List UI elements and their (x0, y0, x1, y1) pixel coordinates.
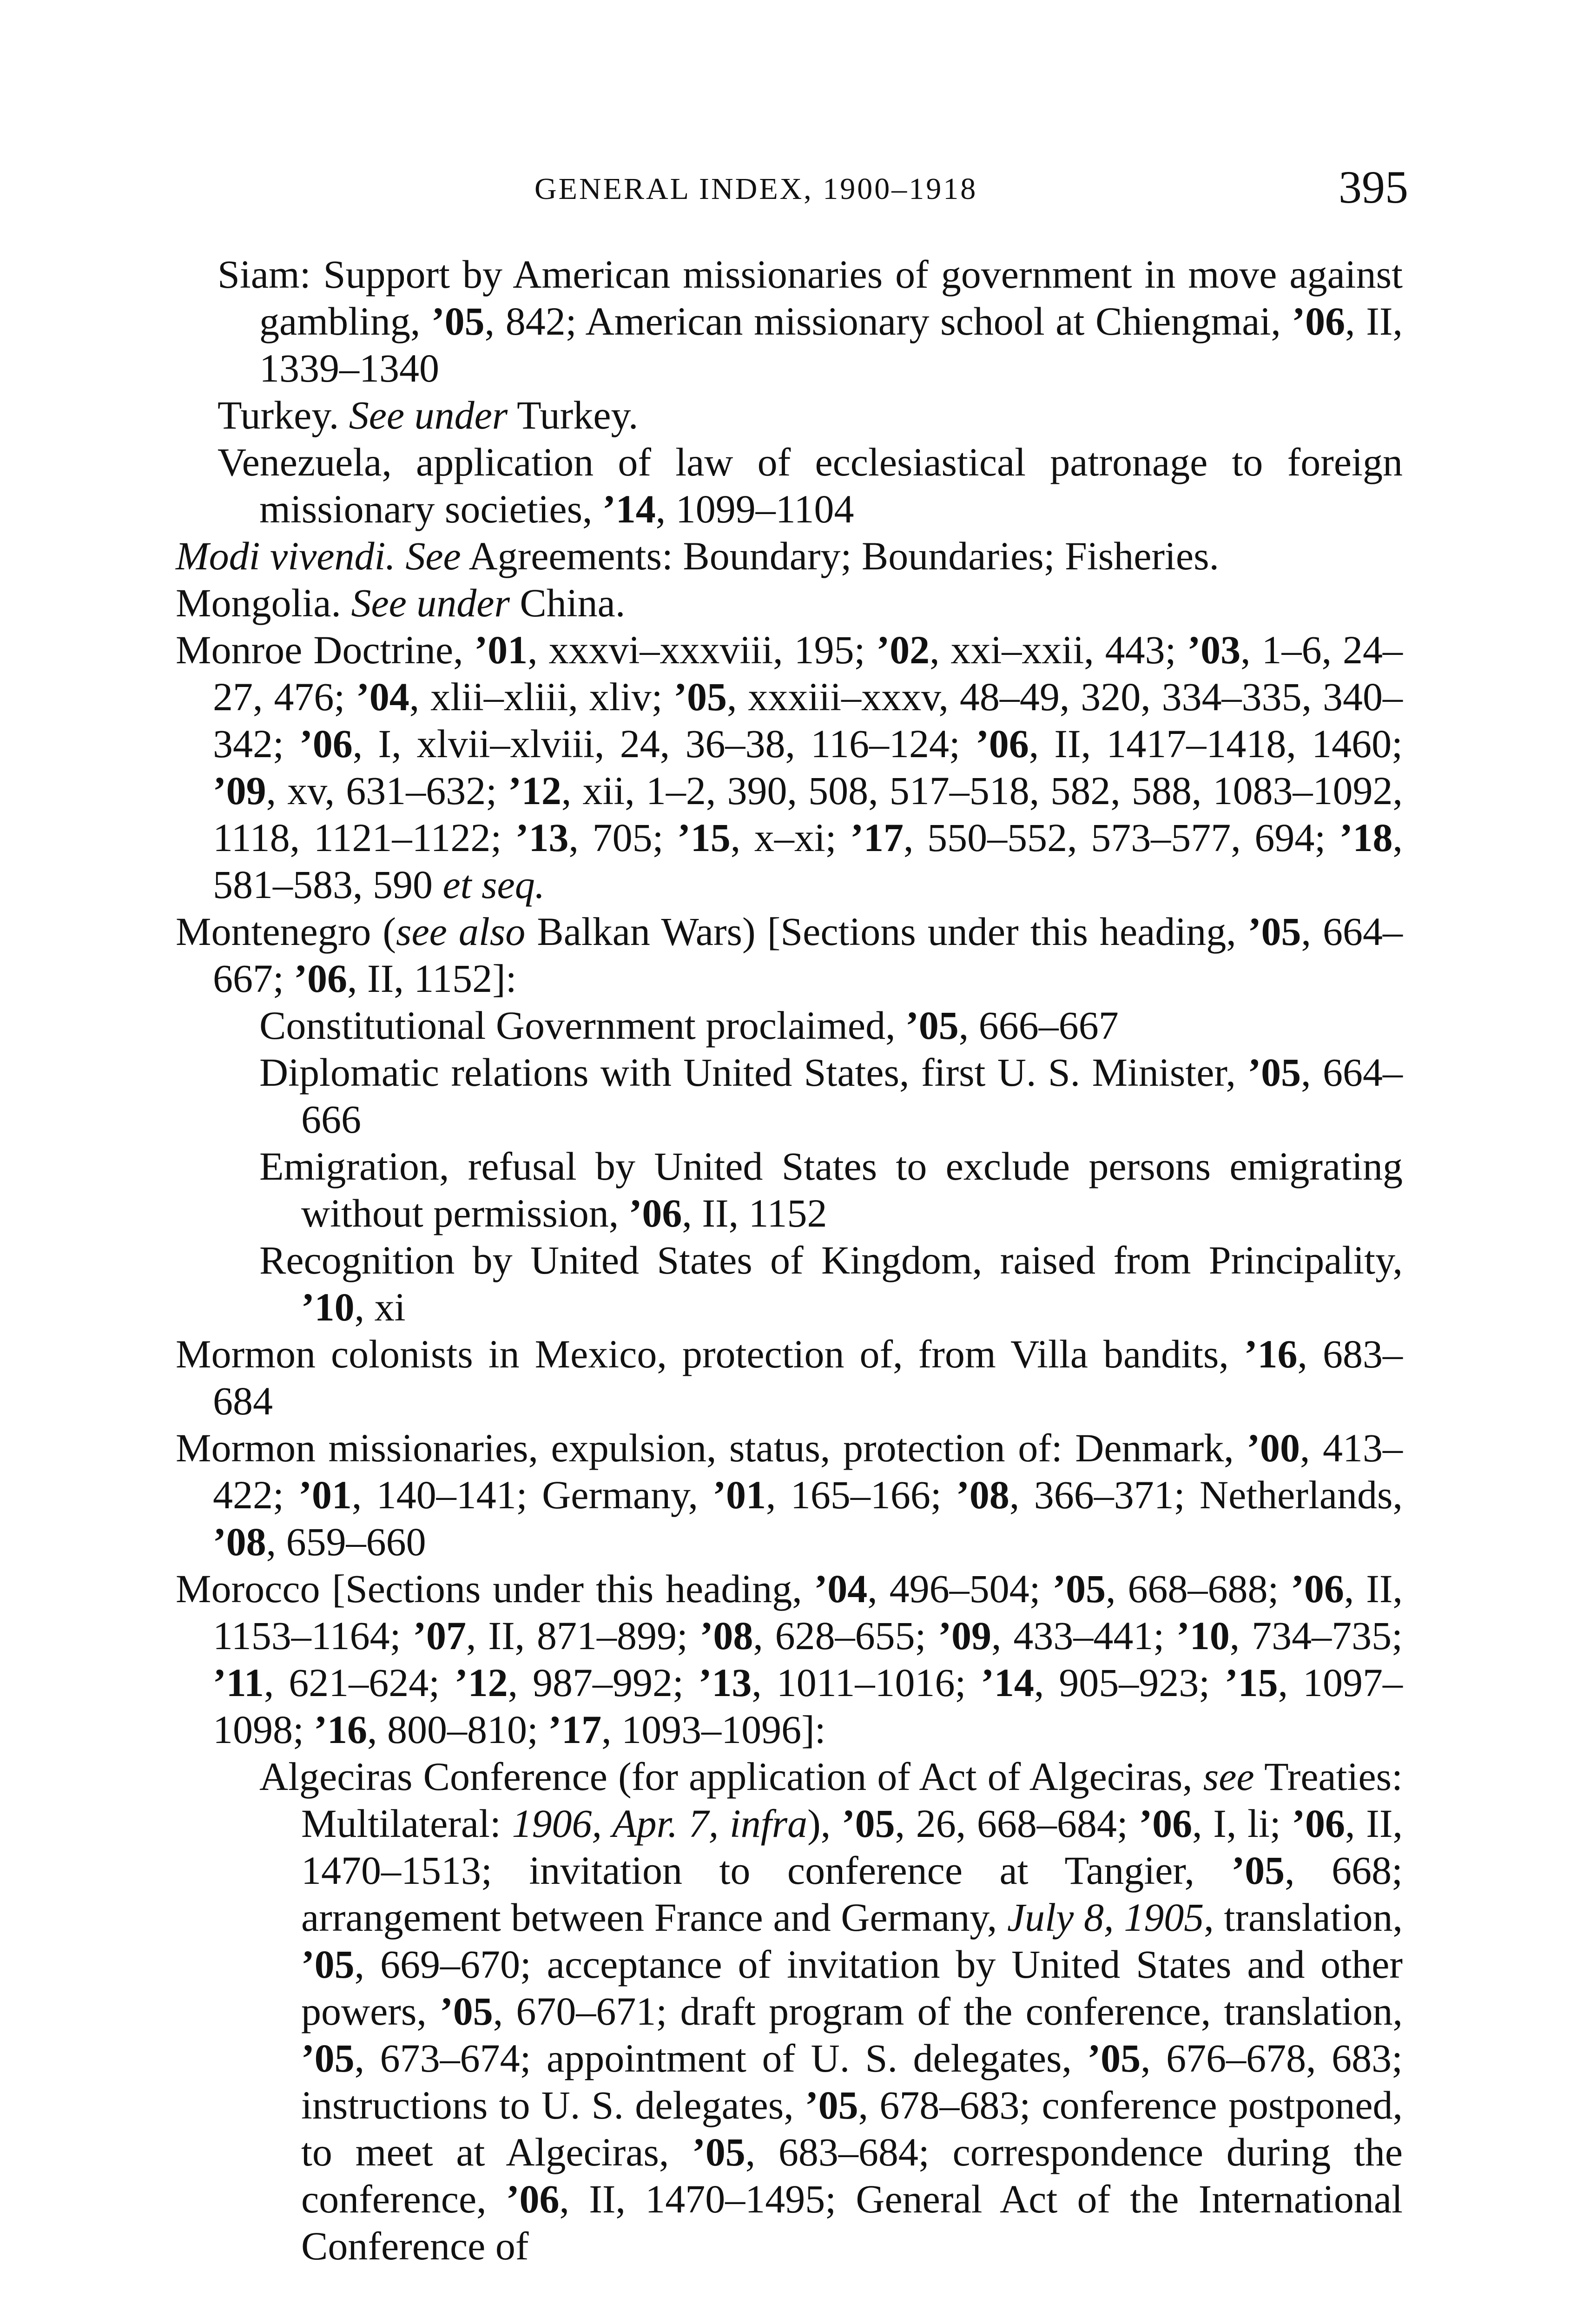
index-subentry: Emigration, refusal by United States to exclude persons emigrating without permission, ’06, II, 1152 (259, 1144, 1403, 1235)
index-entry: Mongolia. See under China. (176, 581, 626, 625)
page-header (0, 160, 1570, 213)
index-subentry: Venezuela, application of law of ecclesiastical patronage to foreign missionary societies, ’14, 1099–1104 (218, 440, 1403, 531)
index-subentry: Recognition by United States of Kingdom, raised from Principality, ’10, xi (259, 1238, 1403, 1329)
index-entry: Mormon colonists in Mexico, protection of, from Villa bandits, ’16, 683–684 (176, 1332, 1403, 1423)
index-entry: Mormon missionaries, expulsion, status, protection of: Denmark, ’00, 413–422; ’01, 140–141; Germany, ’01, 165–166; ’08, 366–371; Netherlands, ’08, 659–660 (176, 1426, 1403, 1564)
index-subentry: Turkey. See under Turkey. (218, 393, 639, 437)
index-subentry: Siam: Support by American missionaries of government in move against gambling, ’05, 842; American missionary school at Chiengmai, ’06, II, 1339–1340 (218, 252, 1403, 390)
index-entry: Modi vivendi. See Agreements: Boundary; Boundaries; Fisheries. (176, 534, 1220, 578)
running-head: GENERAL INDEX, 1900–1918 (534, 172, 978, 206)
index-subentry: Constitutional Government proclaimed, ’05, 666–667 (259, 1003, 1119, 1048)
index-entry: Montenegro (see also Balkan Wars) [Sections under this heading, ’05, 664–667; ’06, II, 1152]: (176, 909, 1403, 1001)
page-number: 395 (1339, 161, 1408, 213)
index-subentry: Algeciras Conference (for application of Act of Algeciras, see Treaties: Multilateral: 1906, Apr. 7, infra), ’05, 26, 668–684; ’06, I, li; ’06, II, 1470–1513; invitation to conference at Tangier, ’05, 668; arrangement between France and Germany, July 8, 1905, translation, ’05, 669–670; acceptance of invitation by United States and other powers, ’05, 670–671; draft program of the conference, translation, ’05, 673–674; appointment of U. S. delegates, ’05, 676–678, 683; instructions to U. S. delegates, ’05, 678–683; conference postponed, to meet at Algeciras, ’05, 683–684; correspondence during the conference, ’06, II, 1470–1495; General Act of the International Conference of (259, 1754, 1403, 2268)
index-entry: Monroe Doctrine, ’01, xxxvi–xxxviii, 195; ’02, xxi–xxii, 443; ’03, 1–6, 24–27, 476; ’04, xlii–xliii, xliv; ’05, xxxiii–xxxv, 48–49, 320, 334–335, 340–342; ’06, I, xlvii–xlviii, 24, 36–38, 116–124; ’06, II, 1417–1418, 1460; ’09, xv, 631–632; ’12, xii, 1–2, 390, 508, 517–518, 582, 588, 1083–1092, 1118, 1121–1122; ’13, 705; ’15, x–xi; ’17, 550–552, 573–577, 694; ’18, 581–583, 590 et seq. (176, 627, 1403, 907)
index-entries (176, 251, 1403, 2270)
index-entry: Morocco [Sections under this heading, ’04, 496–504; ’05, 668–688; ’06, II, 1153–1164; ’07, II, 871–899; ’08, 628–655; ’09, 433–441; ’10, 734–735; ’11, 621–624; ’12, 987–992; ’13, 1011–1016; ’14, 905–923; ’15, 1097–1098; ’16, 800–810; ’17, 1093–1096]: (176, 1566, 1403, 1752)
index-subentry: Diplomatic relations with United States, first U. S. Minister, ’05, 664–666 (259, 1050, 1403, 1142)
